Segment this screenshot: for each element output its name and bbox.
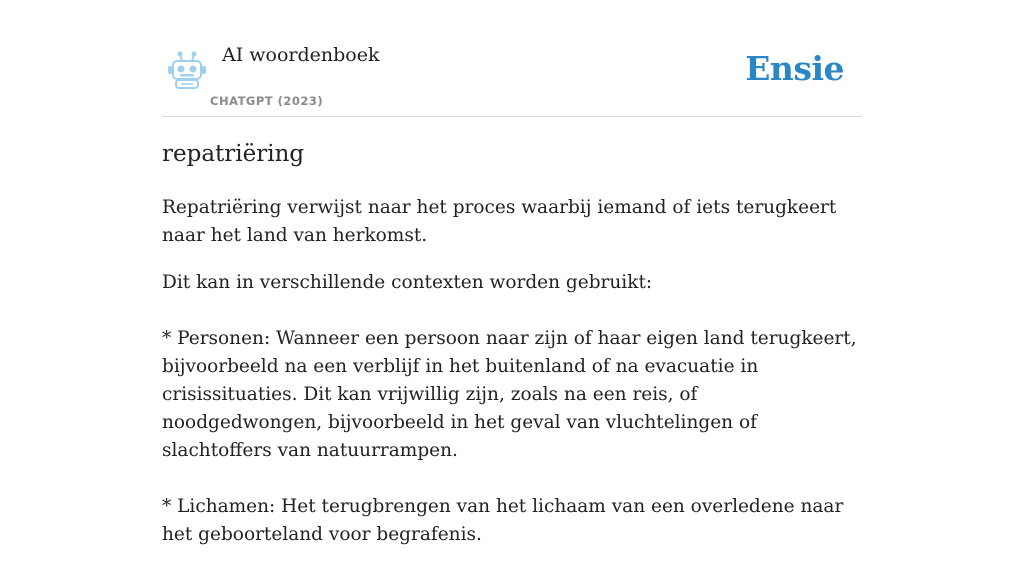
entry-term: repatriëring xyxy=(162,141,305,167)
robot-icon xyxy=(166,50,208,90)
brand-logo[interactable]: Ensie xyxy=(745,49,844,88)
source-subtitle: CHATGPT (2023) xyxy=(210,94,324,108)
source-title[interactable]: AI woordenboek xyxy=(222,44,380,66)
source-header xyxy=(162,0,862,117)
entry-content xyxy=(162,136,862,568)
entry-paragraph: Repatriëring verwijst naar het proces waarbij iemand of iets terugkeert naar het land van herkomst. xyxy=(162,197,837,246)
entry-paragraph: Dit kan in verschillende contexten worden gebruikt: * Personen: Wanneer een persoon naar zijn of haar eigen land terugkeert, bijvoorbeeld na een verblijf in het buitenland of na evacuatie in crisissituaties. Dit kan vrijwillig zijn, zoals na een reis, of noodgedwongen, bijvoorbeeld in het geval van vluchtelingen of slachtoffers van natuurrampen. * Lichamen: Het terugbrengen van het lichaam van een overledene naar het geboorteland voor begrafenis. xyxy=(162,272,857,545)
